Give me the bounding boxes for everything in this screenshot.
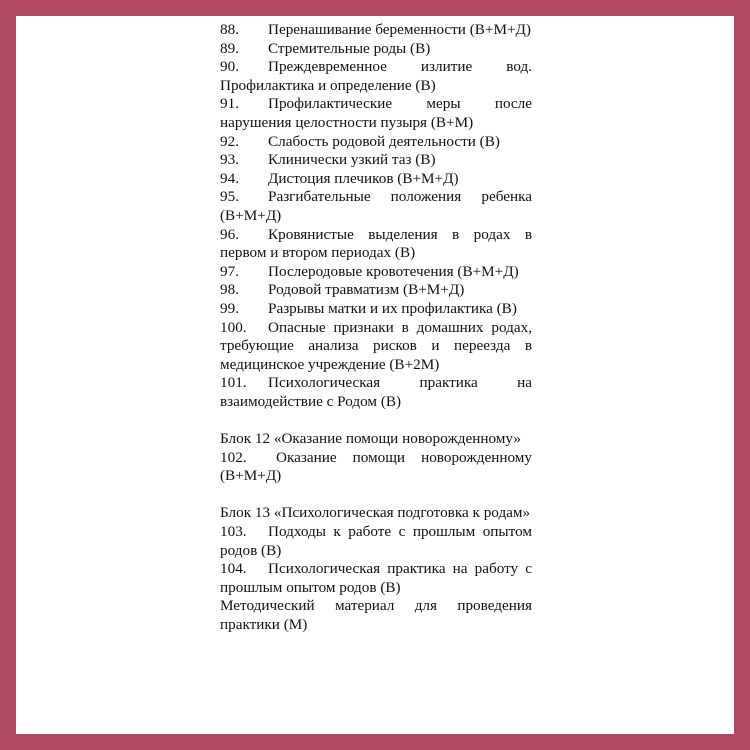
item-number: 103. (220, 523, 247, 541)
item-text: Слабость родовой деятельности (В) (268, 132, 500, 150)
item-number: 90. (220, 58, 239, 76)
item-text: Оказание помощи новорожденному (В+М+Д) (220, 448, 532, 485)
block-12-heading: Блок 12 «Оказание помощи новорожденному» (220, 430, 521, 448)
item-text: Профилактические меры после нарушения целостности пузыря (В+М) (220, 95, 532, 131)
item-text: Преждевременное излитие вод. Профилактика и определение (В) (220, 58, 532, 94)
item-text: Опасные признаки в домашних родах, требующие анализа рисков и переезда в медицинское учреждение (В+2М) (220, 318, 532, 373)
item-text: Психологическая практика на работу с прошлым опытом родов (В) (220, 560, 532, 596)
list-item (220, 319, 532, 375)
item-text: Подходы к работе с прошлым опытом родов (В) (220, 523, 532, 559)
paragraph-methodical-material: Методический материал для проведения практики (М) (220, 597, 532, 633)
list-item (220, 226, 532, 263)
item-number: 94. (220, 169, 239, 187)
item-text: Дистоция плечиков (В+М+Д) (268, 169, 459, 187)
list-item (220, 21, 532, 40)
block-13-heading: Блок 13 «Психологическая подготовка к родам» (220, 504, 531, 522)
spacer (220, 486, 532, 505)
list-item (220, 281, 532, 300)
list-item (220, 40, 532, 59)
list-item (220, 170, 532, 189)
list-item (220, 133, 532, 152)
document-content (220, 21, 532, 635)
item-number: 102. (220, 448, 247, 466)
item-number: 89. (220, 39, 239, 57)
item-number: 101. (220, 374, 247, 392)
item-number: 100. (220, 318, 247, 336)
item-number: 91. (220, 95, 239, 113)
list-item (220, 58, 532, 95)
list-item (220, 263, 532, 282)
item-number: 88. (220, 21, 239, 38)
list-item (220, 300, 532, 319)
item-text: Перенашивание беременности (В+М+Д) (268, 21, 531, 38)
item-text: Разгибательные положения ребенка (В+М+Д) (220, 188, 532, 224)
item-text: Родовой травматизм (В+М+Д) (268, 281, 465, 299)
item-text: Стремительные роды (В) (268, 39, 431, 57)
list-item (220, 151, 532, 170)
item-text: Клинически узкий таз (В) (268, 151, 436, 169)
item-text: Кровянистые выделения в родах в первом и втором периодах (В) (220, 225, 532, 262)
item-number: 92. (220, 132, 239, 150)
item-number: 99. (220, 299, 239, 317)
list-item (220, 374, 532, 411)
item-number: 104. (220, 560, 247, 578)
item-number: 95. (220, 188, 239, 206)
spacer (220, 411, 532, 430)
list-item (220, 449, 532, 486)
item-text: Психологическая практика на взаимодействие с Родом (В) (220, 374, 532, 410)
item-number: 93. (220, 151, 239, 169)
list-item (220, 560, 532, 597)
item-number: 98. (220, 281, 239, 299)
list-item (220, 523, 532, 560)
list-item (220, 95, 532, 132)
item-number: 97. (220, 262, 239, 280)
list-item (220, 188, 532, 225)
item-text: Послеродовые кровотечения (В+М+Д) (268, 262, 519, 280)
document-page (16, 16, 734, 734)
item-number: 96. (220, 225, 239, 243)
item-text: Разрывы матки и их профилактика (В) (268, 299, 517, 317)
